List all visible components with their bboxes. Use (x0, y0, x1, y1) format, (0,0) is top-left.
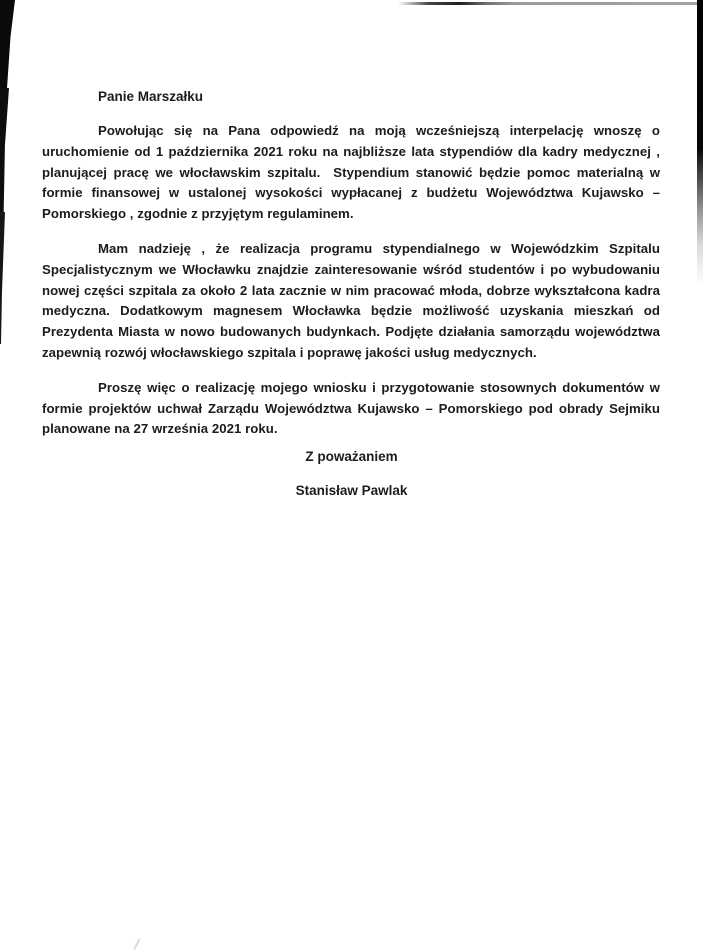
scan-edge-artifact-left-lower (0, 212, 5, 344)
paragraph-2: Mam nadzieję , że realizacja programu stypendialnego w Wojewódzkim Szpitalu Specjalistycznym we Włocławku znajdzie zainteresowanie wśród studentów i po wybudowaniu nowej części szpitala za około 2 lata zacznie w nim pracować młoda, dobrze wykształcona kadra medyczna. Dodatkowym magnesem Włocławka będzie możliwość uzyskania mieszkań od Prezydenta Miasta w nowo budowanych budynkach. Podjęte działania samorządu województwa zapewnią rozwój włocławskiego szpitala i poprawę jakości usług medycznych. (42, 240, 660, 360)
valediction: Z poważaniem (305, 449, 398, 464)
scan-edge-artifact-top-line (398, 2, 703, 5)
signature-name: Stanisław Pawlak (295, 483, 408, 498)
closing-block (0, 449, 703, 498)
salutation: Panie Marszałku (98, 89, 204, 104)
scan-edge-artifact-right-strip (697, 0, 703, 285)
scan-edge-artifact-left-top (0, 0, 15, 92)
scan-edge-artifact-left-middle (0, 88, 9, 215)
paragraph-3: Proszę więc o realizację mojego wniosku i przygotowanie stosownych dokumentów w formie projektów uchwał Zarządu Województwa Kujawsko – Pomorskiego pod obrady Sejmiku planowane na 27 września 2021 roku. (42, 379, 660, 437)
letter-body (42, 87, 660, 454)
paragraph-1: Powołując się na Pana odpowiedź na moją wcześniejszą interpelację wnoszę o uruchomienie od 1 października 2021 roku na najbliższe lata stypendiów dla kadry medycznej , planującej pracę we włocławskim szpitalu. Stypendium stanowić będzie pomoc materialną w formie finansowej w ustalonej wysokości wypłacanej z budżetu Województwa Kujawsko – Pomorskiego , zgodnie z przyjętym regulaminem. (42, 123, 660, 222)
scan-smudge-bottom (133, 938, 140, 950)
